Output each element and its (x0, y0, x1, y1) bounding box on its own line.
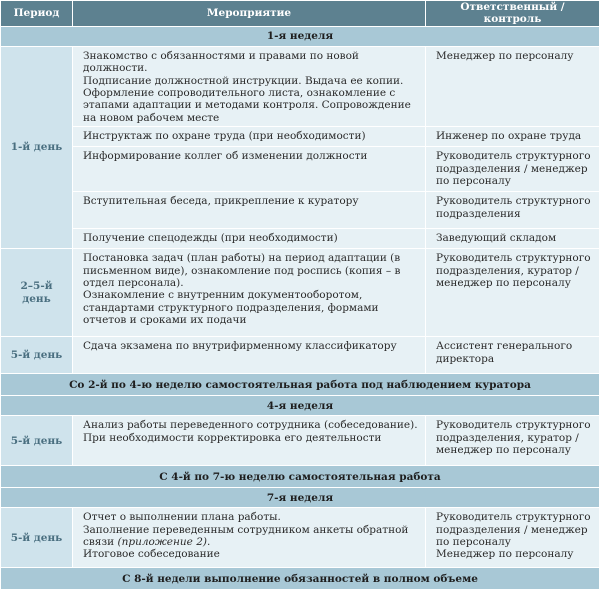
activity-line: Оформление сопроводительного листа, ознакомление с этапами адаптации и методами контроля. Сопровождение на новом рабочем месте (83, 87, 411, 124)
responsible-cell (426, 46, 600, 126)
section-title: 4-я неделя (1, 396, 600, 416)
responsible-cell (426, 337, 600, 374)
table-row (1, 416, 600, 466)
activity-line: Анализ работы переведенного сотрудника (собеседование). (83, 419, 418, 432)
table-header-row (1, 1, 600, 27)
responsible-text: Ассистент генерального директора (436, 340, 573, 365)
section-title: 7-я неделя (1, 488, 600, 508)
table-row (1, 127, 600, 147)
section-title: Со 2-й по 4-ю неделю самостоятельная работа под наблюдением куратора (1, 374, 600, 396)
activity-line: Постановка задач (план работы) на период адаптации (в письменном виде), ознакомление под роспись (копия – в отдел персонала). (83, 252, 401, 290)
responsible-cell (426, 127, 600, 147)
activity-text: Заполнение переведенным сотрудником анкеты обратной связи (83, 523, 409, 549)
period-cell: 5-й день (1, 416, 73, 466)
activity-line: Сдача экзамена по внутрифирменному классификатору (83, 340, 397, 353)
activity-cell (73, 337, 426, 374)
header-responsible: Ответственный / контроль (426, 1, 600, 27)
activity-cell (73, 416, 426, 466)
responsible-text: Руководитель структурного подразделения / менеджер по персоналу (436, 150, 591, 188)
table-row (1, 192, 600, 229)
section-row-week7 (1, 488, 600, 508)
responsible-text: Руководитель структурного подразделения (436, 195, 591, 220)
activity-cell (73, 508, 426, 568)
responsible-cell (426, 416, 600, 466)
table-row (1, 337, 600, 374)
period-cell: 5-й день (1, 337, 73, 374)
responsible-cell (426, 508, 600, 568)
responsible-cell (426, 229, 600, 249)
activity-line: Инструктаж по охране труда (при необходимости) (83, 130, 366, 143)
table-row (1, 508, 600, 568)
activity-line: При необходимости корректировка его деятельности (83, 431, 382, 444)
activity-line: Информирование коллег об изменении должности (83, 150, 368, 163)
activity-line: Подписание должностной инструкции. Выдача ее копии. (83, 74, 404, 87)
responsible-text: Менеджер по персоналу (436, 548, 574, 561)
section-title: С 8-й недели выполнение обязанностей в полном объеме (1, 568, 600, 590)
activity-cell (73, 127, 426, 147)
responsible-text: Руководитель структурного подразделения, куратор / менеджер по персоналу (436, 252, 591, 290)
header-period: Период (1, 1, 73, 27)
responsible-cell (426, 147, 600, 192)
responsible-text: Заведующий складом (436, 232, 557, 245)
table-row (1, 46, 600, 126)
table-row (1, 147, 600, 192)
period-cell: 1-й день (1, 46, 73, 248)
activity-line: Вступительная беседа, прикрепление к куратору (83, 195, 359, 208)
responsible-text: Руководитель структурного подразделения, куратор / менеджер по персоналу (436, 419, 591, 457)
section-row-weeks-4-7 (1, 466, 600, 488)
section-title: 1-я неделя (1, 26, 600, 46)
table-row (1, 249, 600, 337)
activity-cell (73, 192, 426, 229)
appendix-reference: (приложение 2). (117, 536, 211, 549)
responsible-text: Инженер по охране труда (436, 130, 582, 143)
section-row-week8 (1, 568, 600, 590)
responsible-cell (426, 192, 600, 229)
section-row-week1 (1, 26, 600, 46)
responsible-text: Руководитель структурного подразделения / менеджер по персоналу (436, 511, 591, 549)
responsible-cell (426, 249, 600, 337)
activity-cell (73, 229, 426, 249)
responsible-text: Менеджер по персоналу (436, 49, 574, 62)
activity-line (83, 524, 420, 549)
activity-line: Итоговое собеседование (83, 548, 220, 561)
activity-line: Знакомство с обязанностями и правами по новой должности. (83, 49, 359, 75)
header-activity: Мероприятие (73, 1, 426, 27)
activity-line: Получение спецодежды (при необходимости) (83, 232, 338, 245)
activity-line: Ознакомление с внутренним документооборотом, стандартами структурного подразделения, формами отчетов и сроками их подачи (83, 289, 379, 327)
activity-cell (73, 46, 426, 126)
activity-cell (73, 147, 426, 192)
section-row-weeks-2-4 (1, 374, 600, 396)
table-row (1, 229, 600, 249)
section-title: С 4-й по 7-ю неделю самостоятельная работа (1, 466, 600, 488)
activity-line: Отчет о выполнении плана работы. (83, 511, 281, 524)
period-cell: 2–5-й день (1, 249, 73, 337)
activity-cell (73, 249, 426, 337)
period-cell: 5-й день (1, 508, 73, 568)
section-row-week4 (1, 396, 600, 416)
